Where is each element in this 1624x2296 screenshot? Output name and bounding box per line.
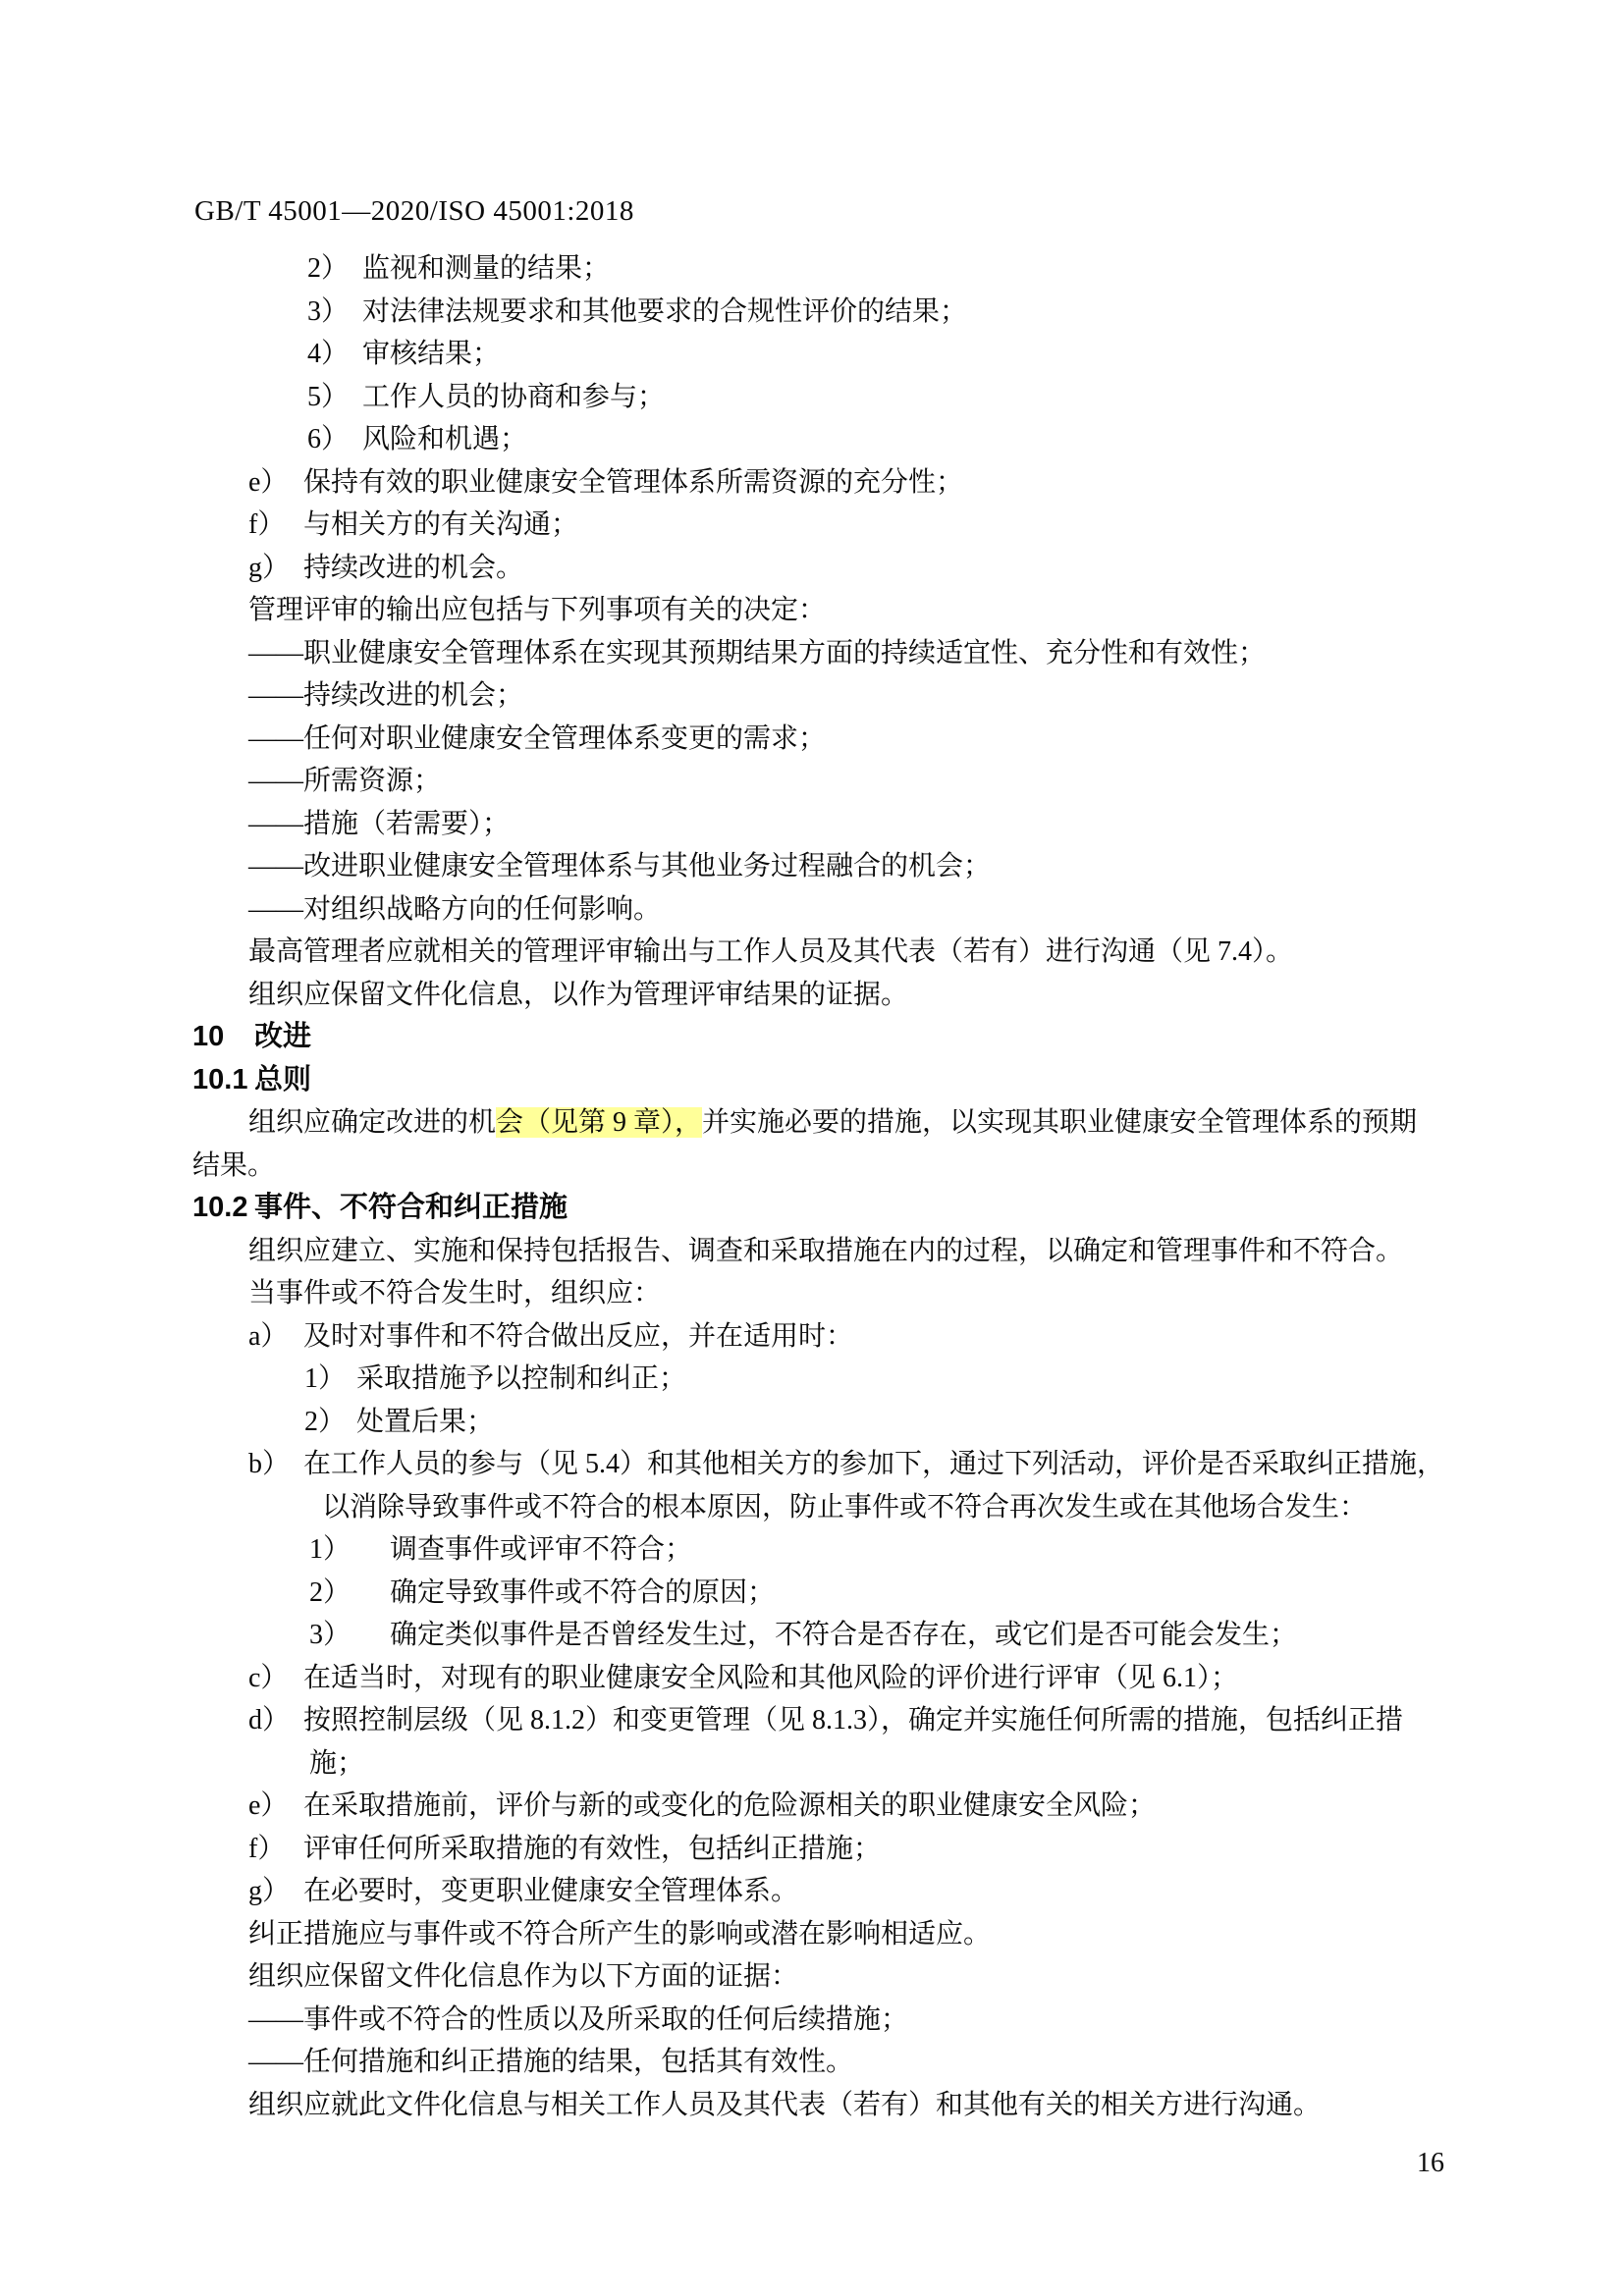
text-span: 在必要时，变更职业健康安全管理体系。 [303, 1876, 799, 1906]
text-span: 持续改进的机会。 [303, 552, 524, 583]
text-span: 与相关方的有关沟通； [303, 509, 579, 540]
list-marker: f） [248, 1833, 286, 1864]
text-span: 组织应就此文件化信息与相关工作人员及其代表（若有）和其他有关的相关方进行沟通。 [248, 2089, 1322, 2120]
list-marker: 5） [307, 381, 350, 412]
text-span: 当事件或不符合发生时，组织应： [248, 1278, 662, 1308]
text-span: 调查事件或评审不符合； [390, 1534, 693, 1565]
document-body [192, 247, 1498, 2126]
text-span: ——任何对职业健康安全管理体系变更的需求； [248, 722, 827, 754]
list-marker: g） [248, 552, 291, 583]
text-span: 确定类似事件是否曾经发生过，不符合是否存在，或它们是否可能会发生； [390, 1620, 1298, 1650]
text-line [192, 1528, 1498, 1572]
section-heading [192, 1016, 1498, 1059]
heading-number: 10.2 [192, 1192, 248, 1223]
list-marker: 2） [304, 1406, 347, 1437]
text-line [192, 1315, 1498, 1359]
text-span: 审核结果； [362, 339, 501, 369]
text-span: 组织应保留文件化信息，以作为管理评审结果的证据。 [248, 979, 909, 1010]
text-line [192, 1572, 1498, 1615]
text-span: 风险和机遇； [362, 424, 528, 454]
text-span: 最高管理者应就相关的管理评审输出与工作人员及其代表（若有）进行沟通（见 7.4）。 [248, 936, 1294, 967]
text-span: 组织应保留文件化信息作为以下方面的证据： [248, 1961, 799, 1992]
document-header: GB/T 45001—2020/ISO 45001:2018 [194, 195, 634, 227]
list-marker: c） [248, 1662, 289, 1693]
text-span: 保持有效的职业健康安全管理体系所需资源的充分性； [303, 466, 964, 498]
text-line [192, 547, 1498, 590]
text-line [192, 1101, 1498, 1145]
text-line [192, 1657, 1498, 1700]
text-line [192, 1145, 1498, 1188]
list-marker: 1） [304, 1363, 347, 1394]
list-marker: f） [248, 509, 286, 540]
list-marker: e） [248, 466, 289, 498]
text-line [192, 1955, 1498, 1999]
text-line [192, 333, 1498, 376]
text-span: ——改进职业健康安全管理体系与其他业务过程融合的机会； [248, 851, 992, 881]
text-line [192, 760, 1498, 803]
text-line [192, 1699, 1498, 1742]
heading-title: 事件、不符合和纠正措施 [254, 1192, 568, 1223]
text-span: ——任何措施和纠正措施的结果，包括其有效性。 [248, 2047, 854, 2077]
text-line [192, 931, 1498, 974]
text-line [192, 589, 1498, 632]
text-line [192, 461, 1498, 505]
text-span: ——持续改进的机会； [248, 680, 524, 711]
section-heading [192, 1187, 1498, 1230]
list-marker: 3） [307, 295, 350, 327]
text-line [192, 1272, 1498, 1315]
text-line [192, 845, 1498, 888]
text-line [192, 504, 1498, 547]
text-line [192, 674, 1498, 718]
list-marker: 2） [307, 253, 350, 284]
text-line [192, 632, 1498, 675]
list-marker: d） [248, 1705, 291, 1735]
text-line [192, 1785, 1498, 1828]
list-marker: e） [248, 1790, 289, 1821]
text-span: 采取措施予以控制和纠正； [356, 1363, 687, 1394]
list-marker: 1） [309, 1534, 352, 1565]
text-span: 工作人员的协商和参与； [362, 381, 666, 412]
heading-title: 总则 [254, 1063, 312, 1095]
text-span: 评审任何所采取措施的有效性，包括纠正措施； [303, 1833, 882, 1864]
text-span: 及时对事件和不符合做出反应，并在适用时： [303, 1320, 854, 1352]
text-span: 并实施必要的措施，以实现其职业健康安全管理体系的预期 [702, 1107, 1418, 1138]
text-line [192, 974, 1498, 1017]
text-line [192, 1230, 1498, 1273]
text-span: 在采取措施前，评价与新的或变化的危险源相关的职业健康安全风险； [303, 1790, 1157, 1821]
text-line [192, 888, 1498, 932]
list-marker: a） [248, 1320, 289, 1352]
text-line [192, 1913, 1498, 1956]
text-span: 在工作人员的参与（见 5.4）和其他相关方的参加下，通过下列活动，评价是否采取纠正措施， [303, 1449, 1445, 1479]
text-span: 处置后果； [356, 1406, 495, 1437]
text-line [192, 1443, 1498, 1486]
text-span: 在适当时，对现有的职业健康安全风险和其他风险的评价进行评审（见 6.1）； [303, 1662, 1239, 1693]
text-span: 以消除导致事件或不符合的根本原因，防止事件或不符合再次发生或在其他场合发生： [322, 1491, 1368, 1522]
text-span: ——所需资源； [248, 766, 442, 796]
text-line [192, 1742, 1498, 1786]
text-line [192, 418, 1498, 461]
text-span: 纠正措施应与事件或不符合所产生的影响或潜在影响相适应。 [248, 1918, 992, 1949]
text-line [192, 1999, 1498, 2042]
text-span: ——职业健康安全管理体系在实现其预期结果方面的持续适宜性、充分性和有效性； [248, 637, 1267, 668]
page-number: 16 [1417, 2148, 1444, 2178]
text-span: 确定导致事件或不符合的原因； [390, 1576, 776, 1608]
list-marker: 3） [309, 1620, 352, 1650]
text-span: 监视和测量的结果； [362, 253, 611, 284]
text-span: ——事件或不符合的性质以及所采取的任何后续措施； [248, 2003, 909, 2035]
text-span: 对法律法规要求和其他要求的合规性评价的结果； [362, 295, 968, 327]
list-marker: 6） [307, 424, 350, 454]
heading-number: 10.1 [192, 1063, 248, 1095]
list-marker: 4） [307, 339, 350, 369]
text-span: ——对组织战略方向的任何影响。 [248, 893, 662, 925]
text-line [192, 376, 1498, 419]
highlighted-text: 会（见第 9 章）， [496, 1107, 703, 1138]
text-line [192, 1486, 1498, 1529]
list-marker: g） [248, 1876, 291, 1906]
text-line [192, 291, 1498, 334]
text-line [192, 718, 1498, 761]
text-line [192, 2041, 1498, 2084]
text-span: 结果。 [192, 1149, 276, 1181]
list-marker: 2） [309, 1576, 352, 1608]
text-span: ——措施（若需要）； [248, 808, 511, 839]
text-line [192, 1401, 1498, 1444]
text-span: 组织应确定改进的机 [248, 1107, 497, 1138]
heading-number: 10 [192, 1021, 225, 1052]
text-line [192, 803, 1498, 846]
text-line [192, 247, 1498, 291]
list-marker: b） [248, 1449, 291, 1479]
section-heading [192, 1059, 1498, 1102]
text-line [192, 2084, 1498, 2127]
heading-title: 改进 [254, 1021, 312, 1052]
text-span: 施； [309, 1747, 365, 1779]
text-line [192, 1870, 1498, 1913]
text-span: 组织应建立、实施和保持包括报告、调查和采取措施在内的过程，以确定和管理事件和不符合。 [248, 1235, 1404, 1266]
text-span: 按照控制层级（见 8.1.2）和变更管理（见 8.1.3），确定并实施任何所需的措施，包括纠正措 [303, 1705, 1404, 1735]
text-line [192, 1828, 1498, 1871]
text-span: 管理评审的输出应包括与下列事项有关的决定： [248, 595, 827, 625]
text-line [192, 1358, 1498, 1401]
text-line [192, 1614, 1498, 1657]
